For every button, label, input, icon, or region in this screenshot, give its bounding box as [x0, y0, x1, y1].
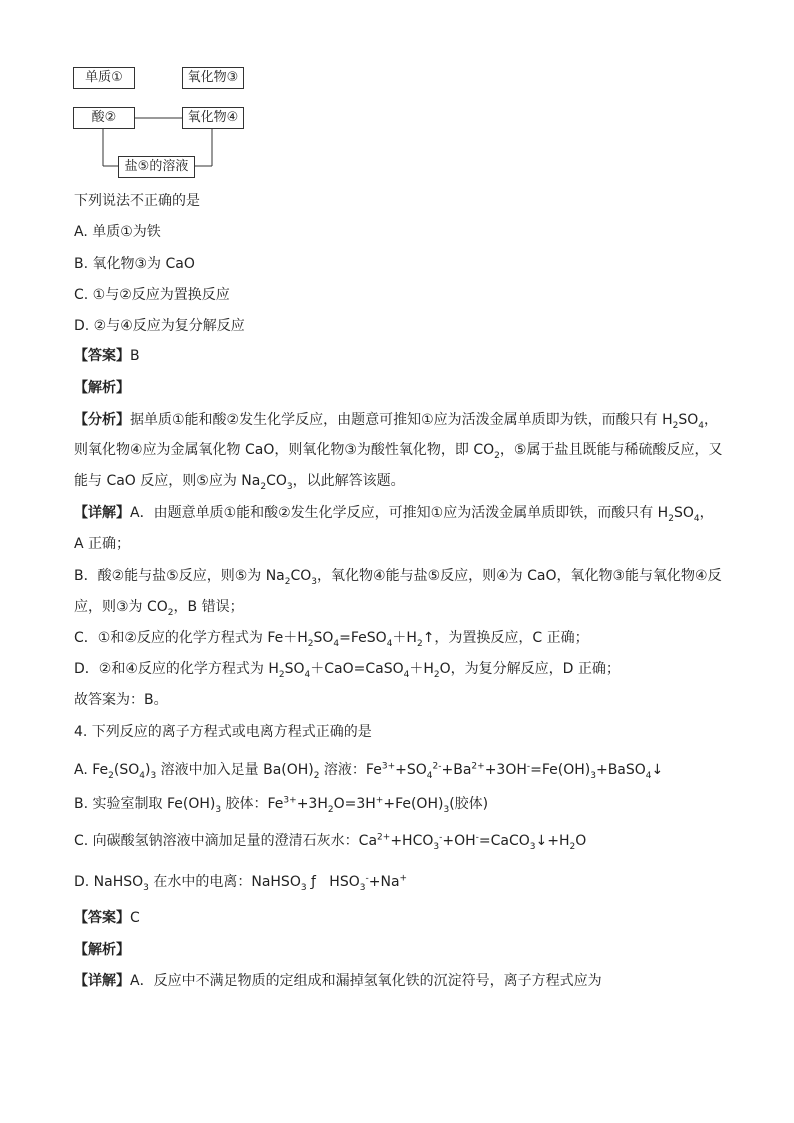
box-acid-2: 酸②: [73, 107, 135, 129]
analyze-text-1: 据单质①能和酸②发生化学反应，由题意可推知①应为活泼金属单质即为铁，而酸只有: [130, 412, 663, 428]
detail-c-text: C．①和②反应的化学方程式为 Fe＋H: [74, 630, 308, 646]
q3-option-a: A. 单质①为铁: [74, 224, 161, 240]
q4-answer-value: C: [130, 910, 140, 926]
q4-option-b: B. 实验室制取 $Fe(OH)_3$ 胶体：$Fe^{3+}+3H_2O=3H^++Fe(OH)_3$(胶体): [74, 795, 489, 815]
q3-detail-b-line2: 应，则③为 $CO_2$，B 错误；: [74, 599, 244, 618]
q3-stem: 下列说法不正确的是: [74, 193, 200, 209]
q4-detail-a: [74, 971, 602, 991]
q4-option-c: C. 向碳酸氢钠溶液中滴加足量的澄清石灰水：$Ca^{2+}+HCO_3^-+OH^-=CaCO_3↓+H_2O$: [74, 832, 587, 852]
q4-a-prefix: A. Fe: [74, 762, 109, 778]
q3-option-b: B. 氧化物③为 CaO: [74, 256, 195, 272]
detail-d-text: D．②和④反应的化学方程式为 H: [74, 661, 279, 677]
detail-b2-text: 应，则③为 CO: [74, 599, 168, 615]
relation-diagram: [0, 0, 794, 190]
q4-b-prefix: B. 实验室制取 Fe(OH): [74, 796, 216, 812]
analyze-label: 【分析】: [74, 412, 130, 428]
q3-detail-d: D．②和④反应的化学方程式为 $H_2SO_4+CaO=CaSO_4+H_2O$，为复分解反应，D 正确；: [74, 661, 620, 680]
q4-detail-a-text: A．反应中不满足物质的定组成和漏掉氢氧化铁的沉淀符号，离子方程式应为: [130, 973, 602, 989]
answer-label: 【答案】: [74, 348, 130, 364]
q3-detail-b-line1: B．酸②能与盐⑤反应，则⑤为 $Na_2CO_3$，氧化物④能与盐⑤反应，则④为 CaO，氧化物③能与氧化物④反: [74, 568, 722, 587]
answer-value: B: [130, 348, 140, 364]
analyze-text-2b: ，⑤属于盐且既能与稀硫酸反应，又: [499, 442, 723, 458]
q4-c-prefix: C. 向碳酸氢钠溶液中滴加足量的澄清石灰水：Ca: [74, 833, 378, 849]
q3-conclusion: 故答案为：B。: [74, 692, 168, 708]
q3-detail-a-line1: 【详解】A．由题意单质①能和酸②发生化学反应，可推知①应为活泼金属单质即铁，而酸只有 $H_2SO_4$，: [74, 505, 714, 524]
q3-detail-a-line2: A 正确；: [74, 536, 131, 552]
analyze-text-2: 则氧化物④应为金属氧化物 CaO，则氧化物③为酸性氧化物，即 CO: [74, 442, 495, 458]
detail-b-text-b: ，氧化物④能与盐⑤反应，则④为 CaO，氧化物③能与氧化物④反: [317, 568, 722, 584]
formula-h2so4: $H_2SO_4$，: [662, 412, 719, 431]
q3-answer: [74, 346, 140, 366]
detail-label: 【详解】: [74, 505, 130, 521]
q4-d-prefix: D. NaHSO: [74, 874, 144, 890]
box-oxide-3: 氧化物③: [182, 67, 244, 89]
q3-analyze-line3: 能与 CaO 反应，则⑤应为 $Na_2CO_3$，以此解答该题。: [74, 473, 405, 492]
q3-analyze-line1: [74, 410, 718, 430]
q3-detail-c: C．①和②反应的化学方程式为 $Fe+H_2SO_4=FeSO_4+H_2↑$，为置换反应，C 正确；: [74, 630, 589, 649]
box-salt-5: 盐⑤的溶液: [118, 156, 195, 178]
analyze-text-3: 能与 CaO 反应，则⑤应为 Na: [74, 473, 261, 489]
q4-analysis-label: [74, 940, 130, 960]
q4-answer: [74, 908, 140, 928]
q3-analysis-label: [74, 378, 130, 398]
q4-stem: 4. 下列反应的离子方程式或电离方程式正确的是: [74, 724, 372, 740]
q4-analysis: 【解析】: [74, 942, 130, 958]
q4-answer-label: 【答案】: [74, 910, 130, 926]
analyze-text-3b: ，以此解答该题。: [292, 473, 405, 489]
q3-option-c: C. ①与②反应为置换反应: [74, 287, 230, 303]
box-oxide-4: 氧化物④: [182, 107, 244, 129]
detail-b2-text-b: ，B 错误；: [173, 599, 244, 615]
q3-option-d: D. ②与④反应为复分解反应: [74, 318, 245, 334]
q4-option-a: A. $Fe_2(SO_4)_3$ 溶液中加入足量 $Ba(OH)_2$ 溶液：$Fe^{3+}+SO_4^{2-}+Ba^{2+}+3OH^-=Fe(OH)_3+BaSO_4↓$: [74, 761, 664, 781]
q3-analyze-line2: 则氧化物④应为金属氧化物 CaO，则氧化物③为酸性氧化物，即 $CO_2$，⑤属于盐且既能与稀硫酸反应，又: [74, 442, 723, 461]
box-element-1: 单质①: [73, 67, 135, 89]
analysis-label: 【解析】: [74, 380, 130, 396]
detail-a-text: A．由题意单质①能和酸②发生化学反应，可推知①应为活泼金属单质即铁，而酸只有 H: [130, 505, 669, 521]
q4-option-d: D. NaHSO$_3$ 在水中的电离：NaHSO$_3$ ƒ $HSO_3^-+Na^+$: [74, 873, 408, 893]
detail-b-text: B．酸②能与盐⑤反应，则⑤为 Na: [74, 568, 285, 584]
q4-detail-label: 【详解】: [74, 973, 130, 989]
